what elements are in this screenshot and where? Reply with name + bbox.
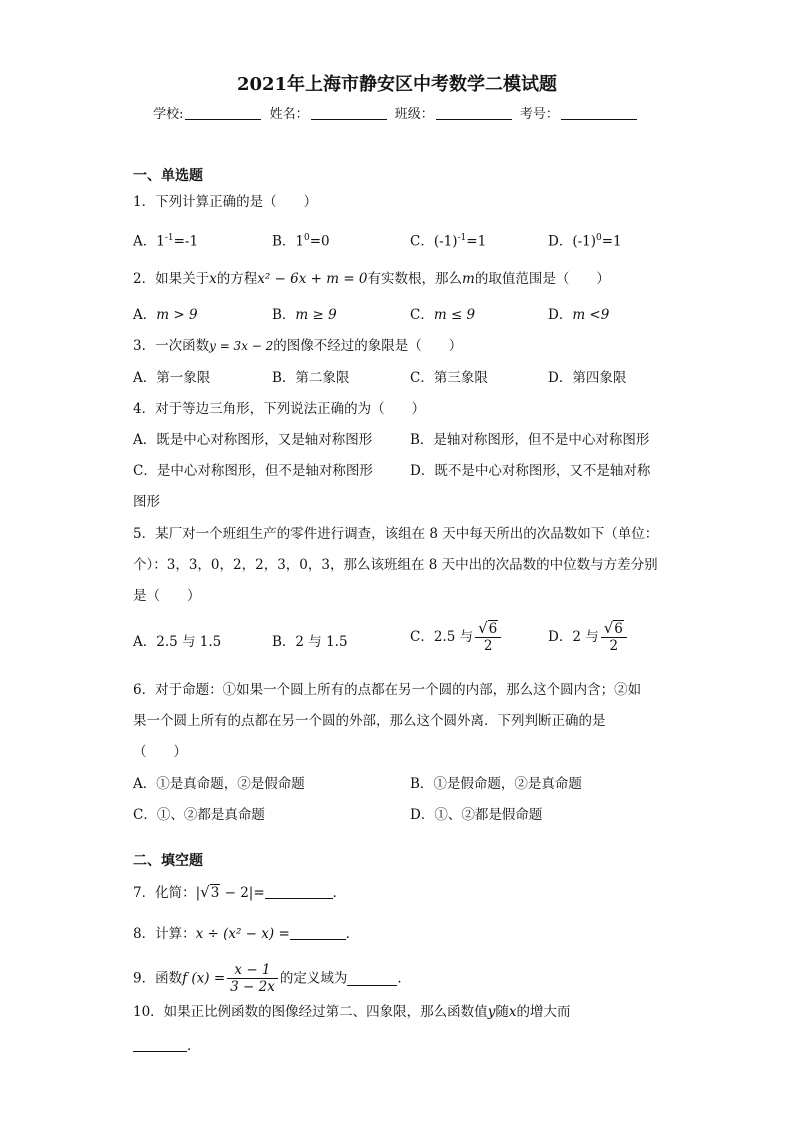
option-label: C． xyxy=(410,307,434,323)
option-label: A． xyxy=(133,307,157,323)
q10-text-c: 的增大而 xyxy=(516,1004,571,1020)
question-3-stem xyxy=(133,336,462,356)
q2-text-a: 2．如果关于 xyxy=(133,271,210,287)
q7-prefix: 7．化简：| xyxy=(133,885,201,901)
q9-function: f (x) = xyxy=(182,970,226,987)
q2-var-m: m xyxy=(462,271,475,287)
q2-text-b: 的方程 xyxy=(216,271,258,287)
option-c-exponent: -1 xyxy=(457,233,467,243)
radicand: 6 xyxy=(614,621,623,637)
question-6-option-b: B．①是假命题，②是真命题 xyxy=(410,776,582,792)
q3-text-b: 的图像不经过的象限是（ ） xyxy=(273,338,463,354)
class-blank[interactable] xyxy=(436,106,512,120)
option-b-exponent: 0 xyxy=(304,233,310,243)
student-info-row xyxy=(0,103,794,122)
q2-text-c: 有实数根，那么 xyxy=(367,271,463,287)
question-3-option-b: B．第二象限 xyxy=(272,370,350,386)
option-b-result: =0 xyxy=(309,233,330,250)
q9-numerator: x − 1 xyxy=(227,962,278,979)
question-2-option-a xyxy=(133,305,198,325)
question-5-option-b: B．2 与 1.5 xyxy=(272,634,348,650)
question-10-line-1 xyxy=(133,1002,570,1022)
radicand: 6 xyxy=(488,621,498,637)
option-d-result: =1 xyxy=(601,233,622,250)
q2-equation: x² − 6x + m = 0 xyxy=(257,271,368,287)
q2-text-d: 的取值范围是（ ） xyxy=(474,271,610,287)
question-4-option-a: A．既是中心对称图形，又是轴对称图形 xyxy=(133,432,373,448)
sqrt-icon: √ xyxy=(200,883,210,901)
q8-answer-blank[interactable] xyxy=(290,925,346,940)
denominator: 2 xyxy=(483,638,493,654)
exam-title: 2021年上海市静安区中考数学二模试题 xyxy=(236,74,558,95)
question-9 xyxy=(133,962,411,995)
option-c-text: C．2.5 与 xyxy=(410,629,474,645)
q9-answer-blank[interactable] xyxy=(347,971,397,986)
question-3-option-c: C．第三象限 xyxy=(410,370,488,386)
question-1-option-d xyxy=(548,228,622,252)
school-label: 学校: xyxy=(153,107,184,122)
question-2-stem xyxy=(133,269,610,289)
question-8 xyxy=(133,924,359,944)
name-label: 姓名： xyxy=(269,107,309,122)
option-c-base: C．(-1) xyxy=(410,233,458,250)
q10-period: ． xyxy=(187,1038,201,1054)
school-blank[interactable] xyxy=(185,106,261,120)
question-4-option-d-continued: 图形 xyxy=(133,494,160,510)
q7-expr: − 2|= xyxy=(220,885,265,901)
option-d-base: D．(-1) xyxy=(548,233,597,250)
q10-var-x: x xyxy=(508,1004,517,1020)
q10-text-a: 10．如果正比例函数的图像经过第二、四象限，那么函数值 xyxy=(133,1004,488,1020)
section-fill-in: 二、填空题 xyxy=(133,853,203,869)
question-6-line-3: （ ） xyxy=(133,744,187,760)
q8-period: ． xyxy=(345,926,360,942)
option-label: B． xyxy=(272,307,296,323)
question-6-line-2: 果一个圆上所有的点都在另一个圆的外部，那么这个圆外离．下列判断正确的是 xyxy=(133,713,606,729)
question-5-option-d xyxy=(548,620,629,654)
q7-radicand: 3 xyxy=(210,885,220,901)
question-1-option-a xyxy=(133,228,198,252)
exam-number-blank[interactable] xyxy=(561,106,637,120)
question-3-option-d: D．第四象限 xyxy=(548,370,627,386)
q10-text-b: 随 xyxy=(495,1004,509,1020)
q9-prefix: 9．函数 xyxy=(133,970,183,987)
section-single-choice: 一、单选题 xyxy=(133,168,203,184)
option-expr: m > 9 xyxy=(156,307,198,323)
q7-period: ． xyxy=(332,885,347,901)
option-b-base: B．1 xyxy=(272,233,305,250)
option-expr: m <9 xyxy=(572,307,610,323)
exam-number-label: 考号： xyxy=(519,107,559,122)
sqrt6-over-2-fraction: $\frac{√6}{2}$ xyxy=(601,620,627,654)
question-1-option-b xyxy=(272,228,330,252)
question-6-line-1: 6．对于命题：①如果一个圆上所有的点都在另一个圆的内部，那么这个圆内含；②如 xyxy=(133,682,642,698)
question-1-stem: 1．下列计算正确的是（ ） xyxy=(133,194,318,210)
sqrt6-over-2-fraction: $\frac{√6}{2}$ xyxy=(475,620,501,654)
question-4-option-c: C．是中心对称图形，但不是轴对称图形 xyxy=(133,463,373,479)
question-4-option-b: B．是轴对称图形，但不是中心对称图形 xyxy=(410,432,650,448)
option-a-result: =-1 xyxy=(173,233,199,250)
name-blank[interactable] xyxy=(311,106,387,120)
question-10-line-2 xyxy=(133,1036,201,1056)
option-expr: m ≥ 9 xyxy=(295,307,337,323)
question-5-option-a: A．2.5 与 1.5 xyxy=(133,634,222,650)
q8-expr: x ÷ (x² − x) = xyxy=(195,926,290,942)
question-2-option-d xyxy=(548,305,609,325)
option-d-exponent: 0 xyxy=(596,233,602,243)
question-5-line-1: 5．某厂对一个班组生产的零件进行调查，该组在 8 天中每天所出的次品数如下（单位： xyxy=(133,526,659,542)
class-label: 班级： xyxy=(394,107,434,122)
question-6-option-c: C．①、②都是真命题 xyxy=(133,807,265,823)
q9-fraction xyxy=(227,962,278,995)
question-2-option-c xyxy=(410,305,475,325)
question-4-option-d: D．既不是中心对称图形，又不是轴对称 xyxy=(410,463,651,479)
q3-text-a: 3．一次函数 xyxy=(133,338,210,354)
q9-text: 的定义域为 xyxy=(279,970,348,987)
question-5-option-c xyxy=(410,620,503,654)
option-expr: m ≤ 9 xyxy=(433,307,476,323)
question-7 xyxy=(133,882,346,903)
option-a-base: A．1 xyxy=(133,233,165,250)
question-1-option-c xyxy=(410,228,486,252)
q10-var-y: y xyxy=(487,1004,496,1020)
question-5-line-2: 个）：3，3，0，2，2，3，0，3，那么该班组在 8 天中出的次品数的中位数与方差分别 xyxy=(133,557,658,573)
question-5-line-3: 是（ ） xyxy=(133,588,201,604)
q2-var-x: x xyxy=(209,271,217,287)
option-a-exponent: -1 xyxy=(164,233,174,243)
question-6-option-a: A．①是真命题，②是假命题 xyxy=(133,776,305,792)
denominator: 2 xyxy=(609,638,619,654)
question-6-option-d: D．①、②都是假命题 xyxy=(410,807,543,823)
q3-equation: y = 3x − 2 xyxy=(209,339,274,353)
option-label: D． xyxy=(548,307,573,323)
q10-answer-blank[interactable] xyxy=(133,1037,187,1052)
question-4-stem: 4．对于等边三角形，下列说法正确的为（ ） xyxy=(133,401,426,417)
q9-denominator: 3 − 2x xyxy=(230,979,275,995)
q9-period: ． xyxy=(397,970,411,987)
option-c-result: =1 xyxy=(466,233,487,250)
question-3-option-a: A．第一象限 xyxy=(133,370,211,386)
question-2-option-b xyxy=(272,305,337,325)
q8-prefix: 8．计算： xyxy=(133,926,196,942)
q7-answer-blank[interactable] xyxy=(265,884,333,899)
option-d-text: D．2 与 xyxy=(548,629,599,645)
